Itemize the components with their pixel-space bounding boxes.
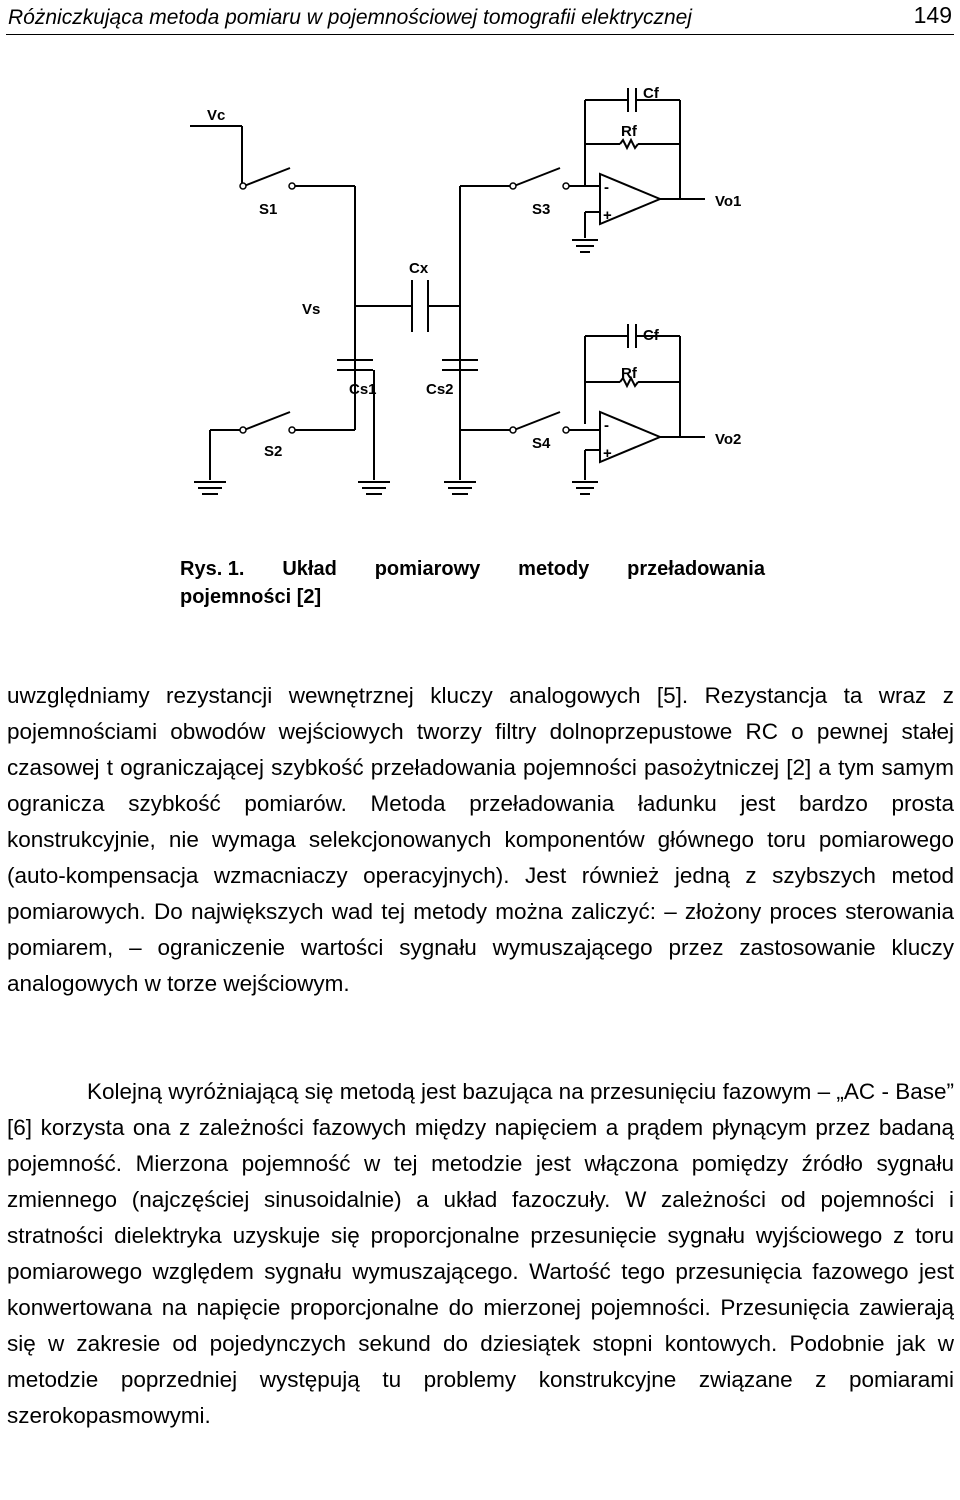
figure-caption (180, 555, 765, 611)
label-vc: Vc (207, 107, 226, 124)
caption-word: przeładowania (627, 558, 765, 580)
s1-switch-blade (244, 168, 290, 186)
ground-icon (572, 482, 598, 494)
label-cf-bottom: Cf (643, 327, 659, 344)
label-rf-bottom: Rf (621, 365, 637, 382)
label-cs2: Cs2 (426, 381, 454, 398)
label-rf-top: Rf (621, 123, 637, 140)
running-header-title: Różniczkująca metoda pomiaru w pojemnościowej tomografii elektrycznej (8, 6, 692, 29)
rf-top-resistor (620, 140, 638, 148)
s4-switch-blade (514, 412, 560, 430)
caption-word: Układ (282, 558, 337, 580)
s3-switch-blade (514, 168, 560, 186)
opamp-top-plus: + (603, 207, 612, 224)
label-cx: Cx (409, 260, 429, 277)
ground-symbols (194, 240, 598, 494)
label-s4: S4 (532, 435, 551, 452)
label-s2: S2 (264, 443, 283, 460)
header-rule (6, 34, 954, 35)
caption-figure-number: Rys. 1. (180, 558, 245, 580)
body-paragraph-2: Kolejną wyróżniającą się metodą jest bazująca na przesunięciu fazowym – „AC - Base” [6] korzysta ona z zależności fazowych między napięciem a prądem płynącym przez badaną pojemność. Mierzona pojemność w tej metodzie jest włączona pomiędzy źródło sygnału zmiennego (najczęściej sinusoidalnie) a układ fazoczuły. W zależności od pojemności i stratności dielektryka uzyskuje się proporcjonalne przesunięcie sygnału wyjściowego z toru pomiarowego względem sygnału wymuszającego. Wartość tego przesunięcia fazowego jest konwertowana na napięcie proporcjonalne do mierzonej pojemności. Przesunięcia zawierają się w zakresie od pojedynczych sekund do dziesiątek stopni kontowych. Podobnie jak w metodzie poprzedniej występują tu problemy konstrukcyjne związane z pomiarami szerokopasmowymi. (7, 1079, 954, 1428)
ground-icon (572, 240, 598, 252)
label-s1: S1 (259, 201, 278, 218)
caption-word: pomiarowy (374, 558, 481, 580)
caption-line-2: pojemności [2] (180, 586, 322, 608)
label-cf-top: Cf (643, 85, 659, 102)
caption-line-1 (180, 555, 765, 583)
circuit-figure (0, 60, 960, 530)
caption-word: metody (518, 558, 590, 580)
ground-icon (358, 482, 390, 494)
opamp-bottom-minus: - (604, 417, 609, 434)
label-vs: Vs (302, 301, 321, 318)
label-s3: S3 (532, 201, 551, 218)
opamp-top-minus: - (604, 179, 609, 196)
switch-contacts (240, 183, 569, 433)
ground-icon (444, 482, 476, 494)
ground-icon (194, 482, 226, 494)
page-number: 149 (913, 2, 952, 28)
label-vo2: Vo2 (715, 431, 742, 448)
s2-switch-blade (244, 412, 290, 430)
label-cs1: Cs1 (349, 381, 377, 398)
label-vo1: Vo1 (715, 193, 742, 210)
circuit-diagram (0, 60, 960, 530)
body-paragraph-1: uwzględniamy rezystancji wewnętrznej kluczy analogowych [5]. Rezystancja ta wraz z pojemnościami obwodów wejściowych tworzy filtry dolnoprzepustowe RC o pewnej stałej czasowej t ograniczającej szybkość przeładowania pojemności pasożytniczej [2] a tym samym ogranicza szybkość pomiarów. Metoda przeładowania ładunku jest bardzo prosta konstrukcyjnie, nie wymaga selekcjonowanych komponentów głównego toru pomiarowego (auto-kompensacja wzmacniaczy operacyjnych). Jest również jedną z szybszych metod pomiarowych. Do największych wad tej metody można zaliczyć: – złożony proces sterowania pomiarem, – ograniczenie wartości sygnału wymuszającego przez zastosowanie kluczy analogowych w torze wejściowym. (7, 683, 954, 996)
opamp-bottom-plus: + (603, 445, 612, 462)
